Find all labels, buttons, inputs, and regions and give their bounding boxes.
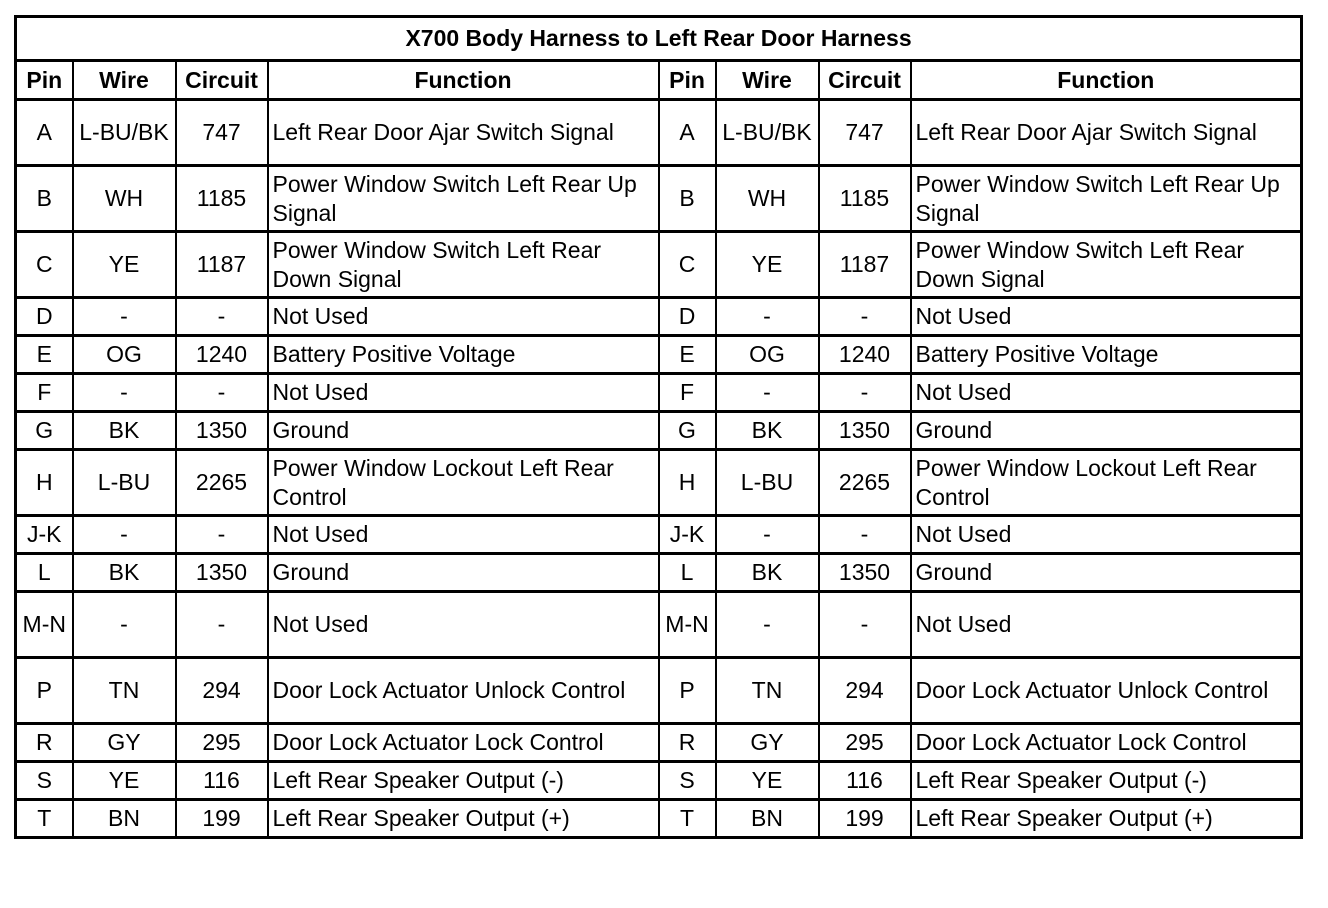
wire-cell: BN — [73, 800, 176, 838]
wire-cell: OG — [73, 336, 176, 374]
wire-cell: GY — [73, 724, 176, 762]
table-row — [16, 658, 1302, 724]
circuit-cell: 2265 — [819, 450, 911, 516]
pin-cell: S — [16, 762, 73, 800]
circuit-cell: - — [819, 516, 911, 554]
wire-cell: - — [73, 516, 176, 554]
wire-cell: BK — [716, 554, 819, 592]
table-row — [16, 516, 1302, 554]
table-row — [16, 762, 1302, 800]
wire-cell: L-BU/BK — [716, 100, 819, 166]
pin-cell: T — [659, 800, 716, 838]
table-header-row — [16, 61, 1302, 100]
function-cell: Left Rear Door Ajar Switch Signal — [911, 100, 1302, 166]
wire-cell: YE — [716, 232, 819, 298]
wire-cell: WH — [716, 166, 819, 232]
harness-pinout-table — [14, 15, 1303, 839]
wire-cell: YE — [716, 762, 819, 800]
pin-cell: R — [659, 724, 716, 762]
function-cell: Not Used — [911, 298, 1302, 336]
pin-cell: H — [16, 450, 73, 516]
pin-cell: E — [659, 336, 716, 374]
pin-cell: E — [16, 336, 73, 374]
header-pin: Pin — [659, 61, 716, 100]
function-cell: Power Window Switch Left Rear Down Signal — [268, 232, 659, 298]
wire-cell: WH — [73, 166, 176, 232]
function-cell: Left Rear Speaker Output (-) — [268, 762, 659, 800]
pin-cell: P — [659, 658, 716, 724]
function-cell: Battery Positive Voltage — [268, 336, 659, 374]
table-row — [16, 298, 1302, 336]
table-body — [16, 100, 1302, 838]
wire-cell: BK — [73, 412, 176, 450]
circuit-cell: - — [176, 592, 268, 658]
wire-cell: L-BU — [73, 450, 176, 516]
pin-cell: D — [16, 298, 73, 336]
pin-cell: S — [659, 762, 716, 800]
function-cell: Power Window Lockout Left Rear Control — [911, 450, 1302, 516]
circuit-cell: 1350 — [819, 412, 911, 450]
wire-cell: - — [73, 298, 176, 336]
wire-cell: - — [716, 516, 819, 554]
function-cell: Ground — [268, 554, 659, 592]
circuit-cell: 199 — [819, 800, 911, 838]
function-cell: Power Window Lockout Left Rear Control — [268, 450, 659, 516]
header-circuit: Circuit — [176, 61, 268, 100]
pin-cell: B — [16, 166, 73, 232]
pin-cell: D — [659, 298, 716, 336]
table-row — [16, 592, 1302, 658]
table-row — [16, 554, 1302, 592]
pin-cell: L — [16, 554, 73, 592]
wire-cell: BK — [73, 554, 176, 592]
function-cell: Power Window Switch Left Rear Up Signal — [268, 166, 659, 232]
circuit-cell: 1185 — [176, 166, 268, 232]
circuit-cell: 1240 — [819, 336, 911, 374]
wire-cell: TN — [73, 658, 176, 724]
header-wire: Wire — [73, 61, 176, 100]
function-cell: Left Rear Speaker Output (+) — [911, 800, 1302, 838]
function-cell: Ground — [911, 554, 1302, 592]
table-title-row — [16, 17, 1302, 61]
wire-cell: L-BU/BK — [73, 100, 176, 166]
circuit-cell: 1187 — [176, 232, 268, 298]
table-row — [16, 100, 1302, 166]
circuit-cell: 1350 — [819, 554, 911, 592]
pin-cell: A — [659, 100, 716, 166]
table-row — [16, 166, 1302, 232]
wire-cell: GY — [716, 724, 819, 762]
function-cell: Left Rear Door Ajar Switch Signal — [268, 100, 659, 166]
harness-table-wrapper — [14, 15, 1303, 839]
pin-cell: G — [659, 412, 716, 450]
pin-cell: J-K — [16, 516, 73, 554]
function-cell: Door Lock Actuator Lock Control — [268, 724, 659, 762]
pin-cell: B — [659, 166, 716, 232]
circuit-cell: 116 — [819, 762, 911, 800]
table-row — [16, 724, 1302, 762]
wire-cell: YE — [73, 762, 176, 800]
circuit-cell: - — [819, 298, 911, 336]
circuit-cell: 294 — [176, 658, 268, 724]
table-row — [16, 232, 1302, 298]
function-cell: Door Lock Actuator Unlock Control — [911, 658, 1302, 724]
wire-cell: TN — [716, 658, 819, 724]
pin-cell: P — [16, 658, 73, 724]
wire-cell: - — [73, 374, 176, 412]
pin-cell: G — [16, 412, 73, 450]
header-circuit: Circuit — [819, 61, 911, 100]
pin-cell: T — [16, 800, 73, 838]
pin-cell: C — [16, 232, 73, 298]
function-cell: Not Used — [911, 592, 1302, 658]
function-cell: Door Lock Actuator Lock Control — [911, 724, 1302, 762]
function-cell: Not Used — [268, 516, 659, 554]
table-row — [16, 336, 1302, 374]
pin-cell: R — [16, 724, 73, 762]
table-row — [16, 412, 1302, 450]
pin-cell: F — [659, 374, 716, 412]
function-cell: Door Lock Actuator Unlock Control — [268, 658, 659, 724]
circuit-cell: 1350 — [176, 554, 268, 592]
pin-cell: M-N — [16, 592, 73, 658]
header-function: Function — [911, 61, 1302, 100]
wire-cell: - — [716, 298, 819, 336]
circuit-cell: 295 — [176, 724, 268, 762]
circuit-cell: - — [819, 374, 911, 412]
wire-cell: - — [716, 592, 819, 658]
header-function: Function — [268, 61, 659, 100]
function-cell: Battery Positive Voltage — [911, 336, 1302, 374]
pin-cell: M-N — [659, 592, 716, 658]
circuit-cell: 294 — [819, 658, 911, 724]
table-row — [16, 374, 1302, 412]
table-row — [16, 450, 1302, 516]
wire-cell: BK — [716, 412, 819, 450]
pin-cell: C — [659, 232, 716, 298]
function-cell: Power Window Switch Left Rear Up Signal — [911, 166, 1302, 232]
wire-cell: OG — [716, 336, 819, 374]
circuit-cell: 295 — [819, 724, 911, 762]
wire-cell: BN — [716, 800, 819, 838]
pin-cell: H — [659, 450, 716, 516]
function-cell: Left Rear Speaker Output (-) — [911, 762, 1302, 800]
circuit-cell: 1187 — [819, 232, 911, 298]
circuit-cell: 747 — [819, 100, 911, 166]
function-cell: Not Used — [268, 592, 659, 658]
function-cell: Power Window Switch Left Rear Down Signal — [911, 232, 1302, 298]
circuit-cell: 2265 — [176, 450, 268, 516]
circuit-cell: 1350 — [176, 412, 268, 450]
circuit-cell: 199 — [176, 800, 268, 838]
circuit-cell: 747 — [176, 100, 268, 166]
circuit-cell: - — [176, 374, 268, 412]
circuit-cell: - — [176, 516, 268, 554]
wire-cell: - — [716, 374, 819, 412]
pin-cell: F — [16, 374, 73, 412]
pin-cell: A — [16, 100, 73, 166]
circuit-cell: 1240 — [176, 336, 268, 374]
wire-cell: YE — [73, 232, 176, 298]
circuit-cell: - — [176, 298, 268, 336]
table-row — [16, 800, 1302, 838]
header-wire: Wire — [716, 61, 819, 100]
circuit-cell: 1185 — [819, 166, 911, 232]
circuit-cell: - — [819, 592, 911, 658]
table-title: X700 Body Harness to Left Rear Door Harness — [16, 17, 1302, 61]
wire-cell: L-BU — [716, 450, 819, 516]
function-cell: Not Used — [268, 298, 659, 336]
header-pin: Pin — [16, 61, 73, 100]
pin-cell: L — [659, 554, 716, 592]
function-cell: Not Used — [911, 516, 1302, 554]
circuit-cell: 116 — [176, 762, 268, 800]
function-cell: Not Used — [268, 374, 659, 412]
pin-cell: J-K — [659, 516, 716, 554]
function-cell: Not Used — [911, 374, 1302, 412]
function-cell: Ground — [911, 412, 1302, 450]
function-cell: Left Rear Speaker Output (+) — [268, 800, 659, 838]
wire-cell: - — [73, 592, 176, 658]
function-cell: Ground — [268, 412, 659, 450]
